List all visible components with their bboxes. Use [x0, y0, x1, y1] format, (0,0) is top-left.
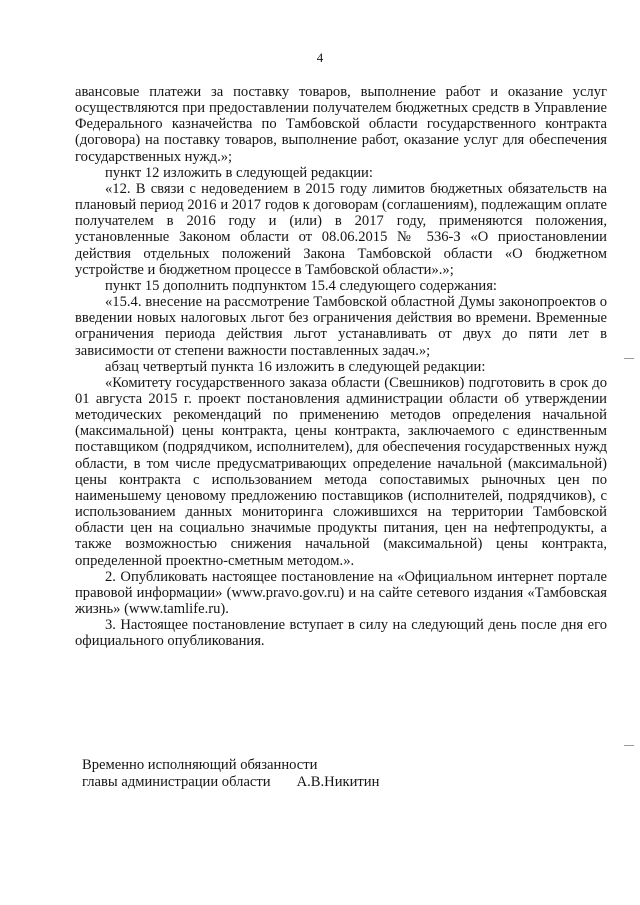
- page-number: 4: [316, 50, 324, 65]
- scan-artifact-mark: [624, 358, 634, 359]
- signatory-position: главы администрации области: [82, 774, 271, 790]
- paragraph: пункт 12 изложить в следующей редакции:: [105, 164, 373, 181]
- signatory-title-line-2: [82, 774, 482, 791]
- paragraph: авансовые платежи за поставку товаров, выполнение работ и оказание услуг осуществляются при предоставлении получателем бюджетных средств в Управление Федерального казначейства по Тамбовской области государственного контракта (договора) на поставку товаров, выполнение работ, оказание услуг для обеспечения государственных нужд.»;: [75, 84, 607, 165]
- scan-artifact-mark: [624, 745, 634, 746]
- paragraph: 2. Опубликовать настоящее постановление на «Официальном интернет портале правовой информации» (www.pravo.gov.ru) и на сайте сетевого издания «Тамбовская жизнь» (www.tamlife.ru).: [75, 568, 607, 617]
- paragraph: пункт 15 дополнить подпунктом 15.4 следующего содержания:: [105, 277, 497, 294]
- paragraph: «Комитету государственного заказа области (Свешников) подготовить в срок до 01 августа 2015 г. проект постановления администрации области об утверждении методических рекомендаций по применению методов определения начальной (максимальной) цены контракта, цены контракта, заключаемого с единственным поставщиком (подрядчиком, исполнителем), для обеспечения государственных нужд области, в том числе предусматривающих определение начальной (максимальной) цены контракта с использованием метода сопоставимых рыночных цен по наименьшему ценовому предложению поставщиков (исполнителей, подрядчиков), с использованием данных мониторинга сложившихся на территории Тамбовской области цен на социально значимые продукты питания, цен на нефтепродукты, а также возможностью снижения начальной (максимальной) цены контракта, определенной проектно-сметным методом.».: [75, 374, 607, 569]
- document-body: [75, 84, 607, 649]
- paragraph: 3. Настоящее постановление вступает в силу на следующий день после дня его официального опубликования.: [75, 617, 607, 650]
- signature-block: [82, 757, 482, 791]
- paragraph: «15.4. внесение на рассмотрение Тамбовской областной Думы законопроектов о введении новых налоговых льгот без ограничения действия во времени. Временные ограничения периода действия льгот устанавливать от двух до пяти лет в зависимости от степени важности поставленных задач.»;: [75, 294, 607, 359]
- paragraph: «12. В связи с недоведением в 2015 году лимитов бюджетных обязательств на плановый период 2016 и 2017 годов к договорам (соглашениям), подлежащим оплате получателем в 2016 году и (или) в 2017 году, применяются положения, установленные Законом области от 08.06.2015 № 536-З «О приостановлении действия отдельных положений Закона Тамбовской области «О бюджетном устройстве и бюджетном процессе в Тамбовской области».»;: [75, 180, 607, 278]
- signatory-name: А.В.Никитин: [296, 774, 380, 790]
- signatory-title-line-1: Временно исполняющий обязанности: [82, 757, 318, 773]
- paragraph: абзац четвертый пункта 16 изложить в следующей редакции:: [105, 358, 486, 375]
